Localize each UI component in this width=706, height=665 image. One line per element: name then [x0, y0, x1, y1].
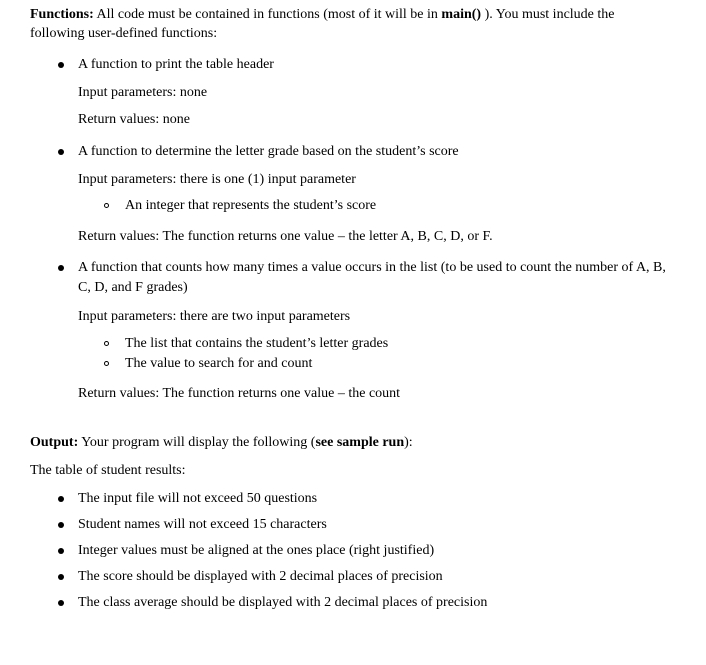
circle-bullet-icon	[104, 361, 109, 366]
bullet-icon	[58, 522, 64, 528]
output-intro: Output: Your program will display the following (see sample run):	[30, 435, 413, 450]
bullet-icon	[58, 548, 64, 554]
function-1-input: Input parameters: none	[78, 85, 208, 100]
circle-bullet-icon	[104, 341, 109, 346]
main-keyword: main()	[441, 7, 482, 22]
output-bullet-3: Integer values must be aligned at the ones place (right justified)	[78, 543, 435, 558]
bullet-icon	[58, 62, 64, 68]
function-3-sub-2: The value to search for and count	[125, 356, 313, 371]
function-2-sub-1: An integer that represents the student’s score	[125, 198, 377, 213]
bullet-icon	[58, 574, 64, 580]
output-bullet-1: The input file will not exceed 50 questions	[78, 491, 318, 506]
function-2-input: Input parameters: there is one (1) input parameter	[78, 172, 356, 187]
table-intro: The table of student results:	[30, 463, 186, 478]
function-3-input: Input parameters: there are two input parameters	[78, 309, 351, 324]
functions-heading: Functions:	[30, 7, 94, 22]
function-2-return: Return values: The function returns one value – the letter A, B, C, D, or F.	[78, 229, 493, 244]
function-3-title-line1: A function that counts how many times a value occurs in the list (to be used to count the number of A, B,	[78, 260, 666, 275]
output-heading: Output:	[30, 435, 79, 450]
function-1-title: A function to print the table header	[78, 57, 274, 72]
function-3-return: Return values: The function returns one value – the count	[78, 386, 401, 401]
bullet-icon	[58, 265, 64, 271]
output-bullet-5: The class average should be displayed with 2 decimal places of precision	[78, 595, 488, 610]
function-1-return: Return values: none	[78, 112, 190, 127]
bullet-icon	[58, 149, 64, 155]
functions-intro-line1: Functions: All code must be contained in functions (most of it will be in main() ). You must include the	[30, 7, 615, 22]
functions-intro-line2: following user-defined functions:	[30, 26, 218, 41]
bullet-icon	[58, 600, 64, 606]
circle-bullet-icon	[104, 203, 109, 208]
function-3-sub-1: The list that contains the student’s letter grades	[125, 336, 389, 351]
output-bullet-4: The score should be displayed with 2 decimal places of precision	[78, 569, 443, 584]
function-3-title-line2: C, D, and F grades)	[78, 280, 188, 295]
see-sample-run: see sample run	[315, 435, 405, 450]
bullet-icon	[58, 496, 64, 502]
output-bullet-2: Student names will not exceed 15 characters	[78, 517, 327, 532]
function-2-title: A function to determine the letter grade based on the student’s score	[78, 144, 459, 159]
